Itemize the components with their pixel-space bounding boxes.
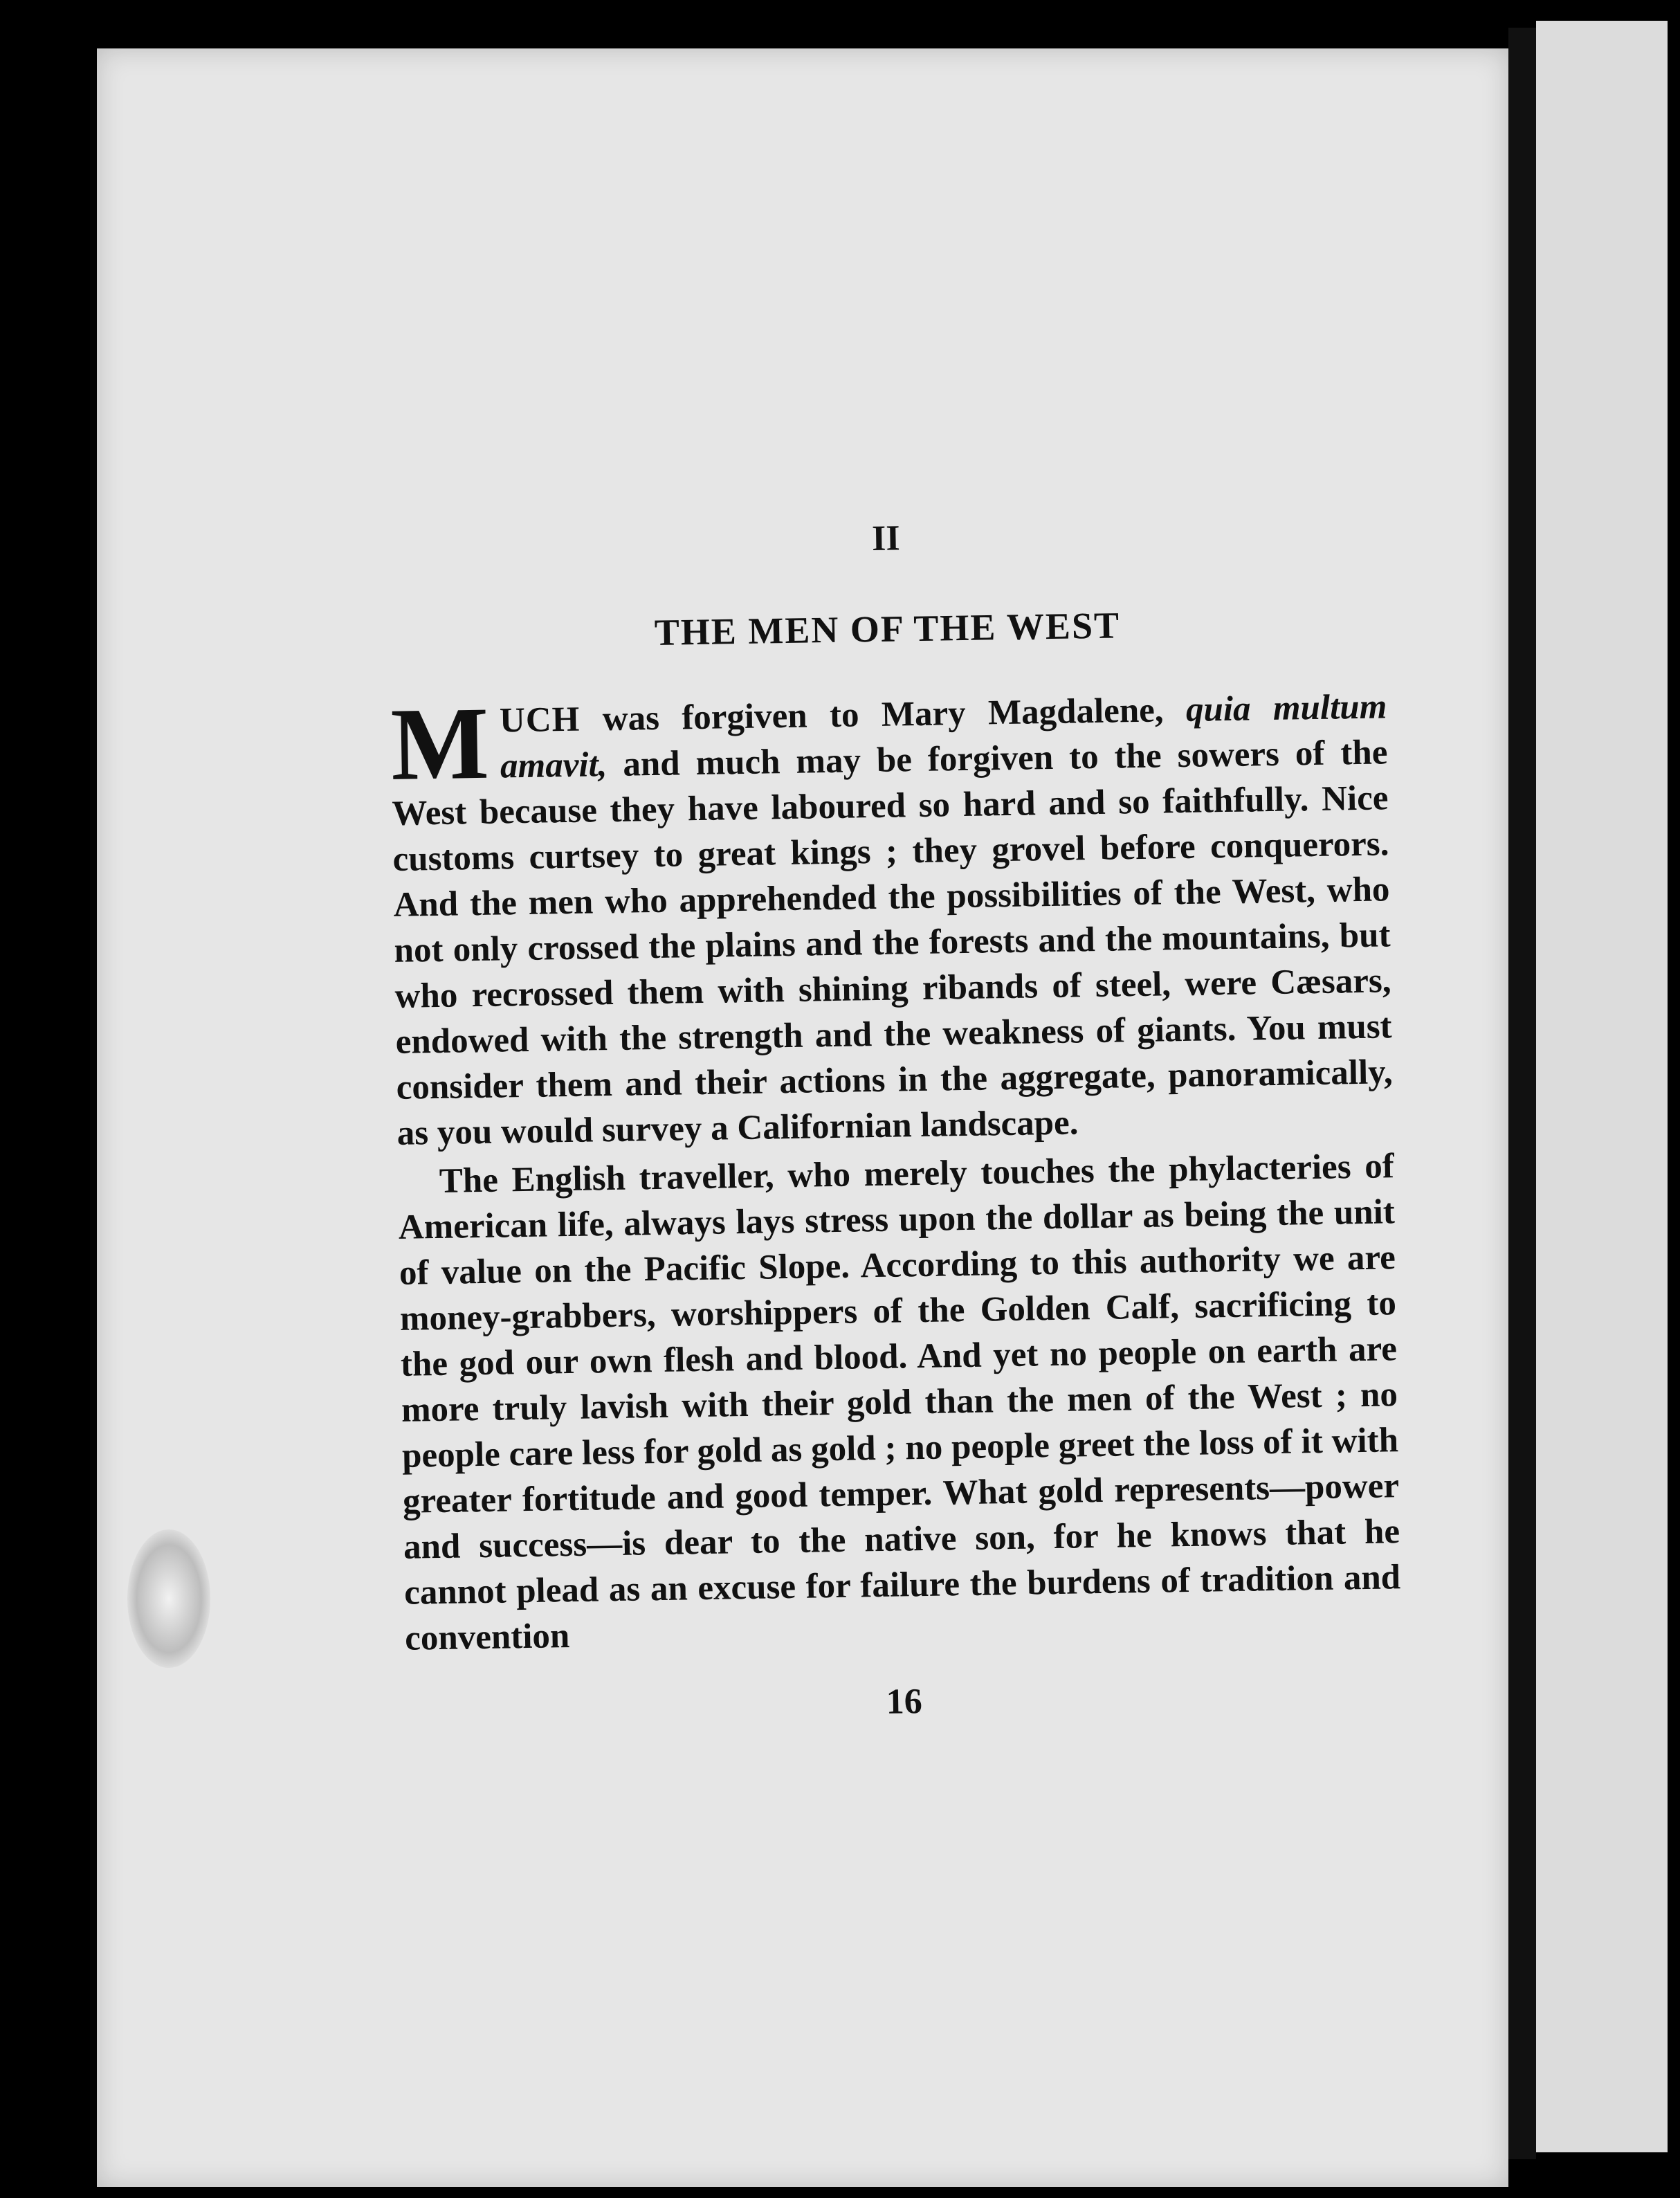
drop-cap: M xyxy=(390,685,490,802)
paragraph-2: The English traveller, who merely touches the phylacteries of American life, always lays stress upon the dollar as being the unit of value on the Pacific Slope. According to this authority we are money-grabbers, worshippers of the Golden Calf, sacrificing to the god our own flesh and blood. And yet no people on earth are more truly lavish with their gold than the men of the West ; no people care less for gold as gold ; no people greet the loss of it with greater fortitude and good temper. What gold represents—power and success—is dear to the native son, for he knows that he cannot plead as an excuse for failure the burdens of tradition and convention xyxy=(398,1147,1401,1658)
lead-caps: UCH xyxy=(499,700,581,741)
paragraph-1-text-b: and much may be forgiven to the sowers of the West because they have laboured so hard and so faithfully. Nice customs curtsey to great kings ; they grovel before conquerors. And the men who apprehended the possibilities of the West, who not only crossed the plains and the forests and the mountains, but who recrossed them with shining ribands of steel, were Cæsars, endowed with the strength and the weakness of giants. You must consider them and their actions in the aggregate, panoramically, as you would survey a Californian landscape. xyxy=(392,733,1394,1153)
latin-phrase: quia multum amavit, xyxy=(500,687,1387,786)
page-number: 16 xyxy=(886,1682,923,1722)
paragraph-1 xyxy=(390,684,1394,1156)
chapter-title: THE MEN OF THE WEST xyxy=(654,604,1121,653)
page-content xyxy=(387,510,1403,1729)
chapter-number: II xyxy=(871,518,901,559)
page-gutter xyxy=(1508,28,1536,2159)
facing-page xyxy=(1536,21,1668,2152)
page-stain xyxy=(127,1529,210,1668)
paragraph-1-text-a: was forgiven to Mary Magdalene, xyxy=(579,690,1187,739)
